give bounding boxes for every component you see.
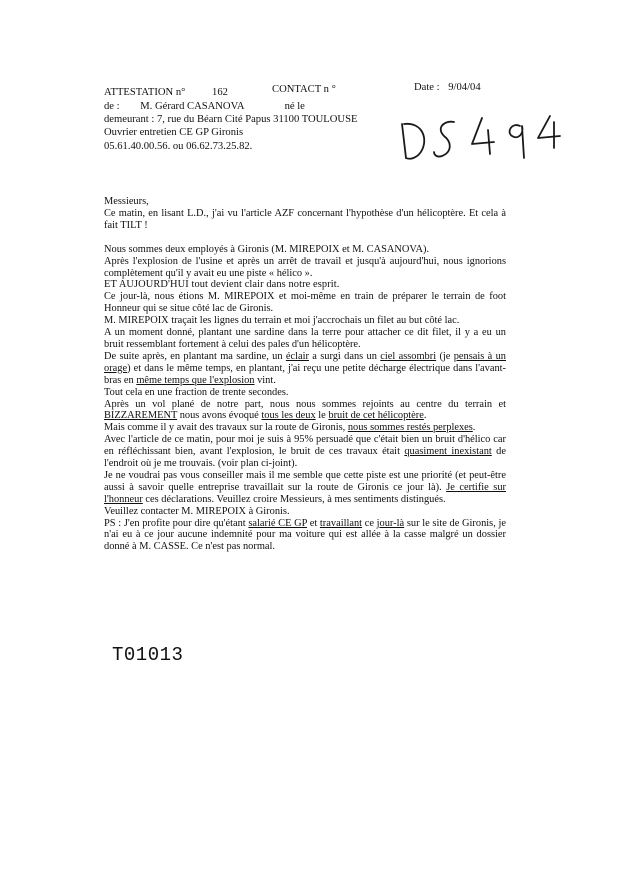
- text-segment: Je ne voudrai pas vous conseiller mais il me semble que cette piste est une priorité (et peut-être aussi à savoir quelle entreprise travaillait sur la route de Gironis ce jour là).: [104, 469, 506, 493]
- text-segment: vint.: [254, 374, 276, 386]
- handwritten-dossier-reference: [392, 108, 562, 174]
- sender-address: demeurant : 7, rue du Béarn Cité Papus 31100 TOULOUSE: [104, 114, 358, 125]
- handwriting-mark: [392, 108, 562, 174]
- text-segment: Mais comme il y avait des travaux sur la route de Gironis,: [104, 422, 348, 434]
- paragraph-article: [104, 434, 506, 470]
- text-segment: le: [315, 410, 329, 422]
- attestation-label: ATTESTATION n°: [104, 87, 186, 98]
- text-segment: De suite après, en plantant ma sardine, un: [104, 350, 286, 362]
- paragraph-contact: Veuillez contacter M. MIREPOIX à Gironis.: [104, 505, 290, 517]
- underlined-segment: travaillant: [319, 517, 363, 529]
- paragraph-that-day: Ce jour-là, nous étions M. MIREPOIX et moi-même en train de préparer le terrain de foot Honneur qui se situe côté lac de Gironis.: [104, 291, 506, 315]
- paragraph-roadworks: [104, 422, 506, 434]
- underlined-segment: BIZZAREMENT: [104, 410, 178, 422]
- text-segment: (je: [436, 350, 454, 362]
- underlined-segment: nous sommes restés perplexes: [347, 422, 473, 434]
- underlined-segment: pensais à un orage: [104, 350, 506, 374]
- salutation: Messieurs,: [104, 196, 149, 207]
- sender-phones: 05.61.40.00.56. ou 06.62.73.25.82.: [104, 141, 253, 152]
- underlined-segment: Je certifie sur l'honneur: [104, 481, 506, 505]
- paragraph-employees: Nous sommes deux employés à Gironis (M. MIREPOIX et M. CASANOVA).: [104, 243, 430, 255]
- date-value: 9/04/04: [448, 82, 481, 93]
- contact-field: [272, 83, 336, 96]
- paragraph-intro: Ce matin, en lisant L.D., j'ai vu l'article AZF concernant l'hypothèse d'un hélicoptère. Et cela à fait TILT !: [104, 207, 506, 231]
- letter-body: [104, 196, 506, 553]
- paragraph-flash: [104, 351, 506, 387]
- attestation-line: [104, 86, 228, 99]
- date-label: Date :: [414, 82, 440, 93]
- text-segment: .: [472, 422, 476, 434]
- born-label: né le: [284, 101, 305, 112]
- sender-name: M. Gérard CASANOVA: [140, 101, 244, 112]
- underlined-segment: jour-là: [376, 517, 405, 529]
- text-segment: a surgi dans un: [308, 350, 381, 362]
- date-field: [414, 81, 481, 94]
- underlined-segment: éclair: [285, 350, 309, 362]
- underlined-segment: salarié CE GP: [248, 517, 308, 529]
- text-segment: de l'endroit où je me trouvais. (voir plan ci-joint).: [104, 446, 506, 470]
- phone-line: [104, 140, 252, 153]
- paragraph-flight: [104, 399, 506, 423]
- text-segment: PS : J'en profite pour dire qu'étant: [104, 517, 249, 529]
- text-segment: ces déclarations. Veuillez croire Messieurs, à mes sentiments distingués.: [142, 493, 446, 505]
- underlined-segment: quasiment inexistant: [404, 446, 492, 458]
- paragraph-postscript: [104, 518, 506, 554]
- contact-label: CONTACT n °: [272, 84, 336, 95]
- underlined-segment: même temps que l'explosion: [136, 374, 255, 386]
- text-segment: Après un vol plané de notre part, nous nous sommes rejoints au centre du terrain et: [104, 398, 506, 410]
- paragraph-noise: A un moment donné, plantant une sardine dans la terre pour attacher ce dit filet, il y a eu un bruit ressemblant fortement à celui des pales d'un hélicoptère.: [104, 327, 506, 350]
- sender-line: [104, 100, 305, 113]
- paragraph-lines: M. MIREPOIX traçait les lignes du terrain et moi j'accrochais un filet au but côté lac.: [104, 315, 460, 327]
- underlined-segment: bruit de cet hélicoptère: [328, 410, 424, 422]
- text-segment: ) et dans le même temps, en plantant, j'ai reçu une petite décharge électrique dans l'avant-bras en: [104, 362, 506, 386]
- occupation-line: [104, 126, 243, 139]
- attestation-number: 162: [212, 87, 228, 98]
- document-reference-code: T01013: [112, 644, 184, 666]
- underlined-segment: ciel assombri: [380, 350, 437, 362]
- text-segment: nous avons évoqué: [177, 410, 262, 422]
- sender-occupation: Ouvrier entretien CE GP Gironis: [104, 127, 244, 138]
- paragraph-fraction: Tout cela en une fraction de trente secondes.: [104, 386, 289, 398]
- de-label: de :: [104, 101, 120, 112]
- address-line: [104, 113, 357, 126]
- text-segment: .: [423, 410, 427, 422]
- paragraph-priority: [104, 470, 506, 506]
- text-segment: Avec l'article de ce matin, pour moi je suis à 95% persuadé que c'était bien un bruit d'hélico car en réfléchissant bien, avant l'explosion, le bruit de ces travaux était: [104, 434, 506, 458]
- text-segment: et: [307, 517, 320, 529]
- paragraph-after-explosion: Après l'explosion de l'usine et après un arrêt de travail et jusqu'à aujourd'hui, nous ignorions complètement qu'il y avait eu une piste « hélico ».: [104, 255, 506, 279]
- text-segment: sur le site de Gironis, je n'ai eu à ce jour aucune indemnité pour ma voiture qui est allée à la casse malgré un dossier donné à M. CASSE. Ce n'est pas normal.: [104, 517, 506, 553]
- underlined-segment: tous les deux: [261, 410, 316, 422]
- paragraph-today: ET AUJOURD'HUI tout devient clair dans notre esprit.: [104, 279, 340, 291]
- text-segment: ce: [362, 517, 377, 529]
